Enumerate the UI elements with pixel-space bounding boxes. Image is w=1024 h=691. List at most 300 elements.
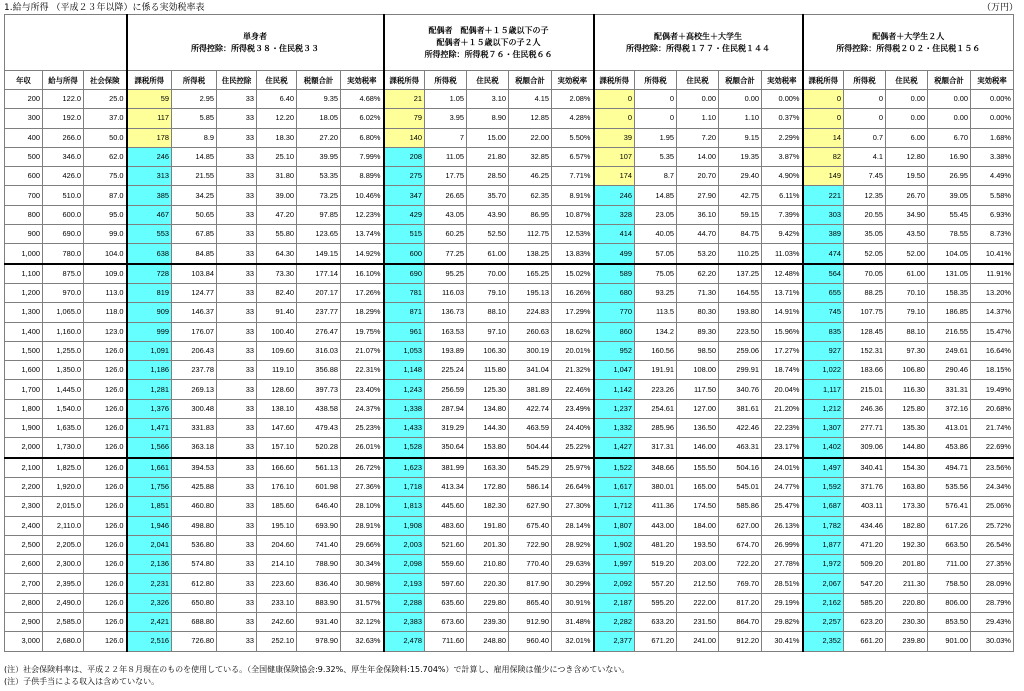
value-cell: 389 [803, 225, 844, 244]
value-cell: 131.05 [928, 264, 971, 284]
income-cell: 2,000 [5, 438, 43, 458]
value-cell: 193.80 [719, 303, 762, 322]
value-cell: 29.19% [762, 593, 803, 612]
value-cell: 1,825.0 [43, 458, 84, 478]
value-cell: 11.05 [425, 147, 467, 166]
group-deduction: 所得控除：所得税３８・住民税３３ [191, 43, 319, 53]
value-cell: 193.50 [677, 535, 719, 554]
value-cell: 82.40 [257, 283, 297, 302]
value-cell: 1,807 [594, 516, 635, 535]
value-cell: 356.88 [297, 361, 341, 380]
group-header-single [127, 15, 384, 71]
value-cell: 53.20 [677, 244, 719, 264]
value-cell: 225.24 [425, 361, 467, 380]
value-cell: 425.88 [172, 477, 217, 496]
value-cell: 237.77 [297, 303, 341, 322]
group-title: 単身者 [243, 31, 267, 41]
value-cell: 119.10 [257, 361, 297, 380]
value-cell: 24.77% [762, 477, 803, 496]
value-cell: 33 [217, 419, 257, 438]
value-cell: 222.00 [677, 593, 719, 612]
value-cell: 960.40 [509, 632, 552, 651]
value-cell: 13.74% [341, 225, 384, 244]
value-cell: 2,205.0 [43, 535, 84, 554]
value-cell: 221 [803, 186, 844, 205]
value-cell: 163.30 [467, 458, 509, 478]
value-cell: 204.60 [257, 535, 297, 554]
value-cell: 43.50 [886, 225, 928, 244]
value-cell: 1.68% [971, 128, 1014, 147]
value-cell: 1,730.0 [43, 438, 84, 458]
value-cell: 195.13 [509, 283, 552, 302]
value-cell: 1.10 [719, 109, 762, 128]
value-cell: 483.60 [425, 516, 467, 535]
value-cell: 340.41 [844, 458, 886, 478]
value-cell: 155.50 [677, 458, 719, 478]
value-cell: 23.49% [552, 399, 594, 418]
table-row [5, 399, 1014, 418]
value-cell: 117 [127, 109, 172, 128]
value-cell: 20.68% [971, 399, 1014, 418]
value-cell: 126.0 [84, 613, 127, 632]
value-cell: 165.00 [677, 477, 719, 496]
value-cell: 15.96% [762, 322, 803, 341]
value-cell: 381.61 [719, 399, 762, 418]
value-cell: 95.0 [84, 205, 127, 224]
value-cell: 33 [217, 516, 257, 535]
value-cell: 60.25 [425, 225, 467, 244]
value-cell: 1,402 [803, 438, 844, 458]
value-cell: 78.55 [928, 225, 971, 244]
value-cell: 1,091 [127, 341, 172, 360]
value-cell: 722.20 [719, 555, 762, 574]
value-cell: 0.00 [886, 109, 928, 128]
table-row [5, 205, 1014, 224]
value-cell: 34.90 [886, 205, 928, 224]
value-cell: 553 [127, 225, 172, 244]
value-cell: 5.58% [971, 186, 1014, 205]
value-cell: 576.41 [928, 497, 971, 516]
value-cell: 7 [425, 128, 467, 147]
table-row [5, 632, 1014, 651]
value-cell: 55.80 [257, 225, 297, 244]
value-cell: 411.36 [635, 497, 677, 516]
table-row [5, 283, 1014, 302]
value-cell: 2,282 [594, 613, 635, 632]
value-cell: 35.05 [844, 225, 886, 244]
value-cell: 2,003 [384, 535, 425, 554]
value-cell: 1,065.0 [43, 303, 84, 322]
value-cell: 26.13% [762, 516, 803, 535]
value-cell: 474 [803, 244, 844, 264]
value-cell: 40.05 [635, 225, 677, 244]
value-cell: 429 [384, 205, 425, 224]
value-cell: 144.80 [886, 438, 928, 458]
value-cell: 510.0 [43, 186, 84, 205]
value-cell: 165.25 [509, 264, 552, 284]
value-cell: 26.01% [341, 438, 384, 458]
value-cell: 6.70 [928, 128, 971, 147]
value-cell: 33 [217, 147, 257, 166]
value-cell: 1,617 [594, 477, 635, 496]
value-cell: 3.38% [971, 147, 1014, 166]
income-cell: 2,500 [5, 535, 43, 554]
value-cell: 1,946 [127, 516, 172, 535]
value-cell: 1,718 [384, 477, 425, 496]
group-header-highschool-college [594, 15, 803, 71]
value-cell: 1,972 [803, 555, 844, 574]
column-header: 所得税 [172, 71, 217, 90]
value-cell: 39.00 [257, 186, 297, 205]
value-cell: 1,782 [803, 516, 844, 535]
value-cell: 2,110.0 [43, 516, 84, 535]
table-row [5, 341, 1014, 360]
income-cell: 2,800 [5, 593, 43, 612]
value-cell: 33 [217, 205, 257, 224]
value-cell: 185.60 [257, 497, 297, 516]
value-cell: 21.55 [172, 167, 217, 186]
value-cell: 2,300.0 [43, 555, 84, 574]
value-cell: 24.01% [762, 458, 803, 478]
value-cell: 122.0 [43, 90, 84, 109]
value-cell: 726.80 [172, 632, 217, 651]
column-header: 住民税 [257, 71, 297, 90]
value-cell: 275 [384, 167, 425, 186]
value-cell: 633.20 [635, 613, 677, 632]
value-cell: 445.60 [425, 497, 467, 516]
value-cell: 499 [594, 244, 635, 264]
value-cell: 1,497 [803, 458, 844, 478]
value-cell: 722.90 [509, 535, 552, 554]
value-cell: 9.35 [297, 90, 341, 109]
value-cell: 9.15 [719, 128, 762, 147]
table-row [5, 167, 1014, 186]
value-cell: 59 [127, 90, 172, 109]
table-body [5, 90, 1014, 652]
value-cell: 2,092 [594, 574, 635, 593]
value-cell: 28.14% [552, 516, 594, 535]
value-cell: 1,687 [803, 497, 844, 516]
value-cell: 126.0 [84, 574, 127, 593]
value-cell: 30.29% [552, 574, 594, 593]
value-cell: 371.76 [844, 477, 886, 496]
value-cell: 12.53% [552, 225, 594, 244]
column-header: 住民税 [467, 71, 509, 90]
income-cell: 1,200 [5, 283, 43, 302]
value-cell: 266.0 [43, 128, 84, 147]
value-cell: 29.82% [762, 613, 803, 632]
value-cell: 256.59 [425, 380, 467, 399]
value-cell: 0.7 [844, 128, 886, 147]
value-cell: 22.31% [341, 361, 384, 380]
value-cell: 586.14 [509, 477, 552, 496]
value-cell: 230.30 [886, 613, 928, 632]
value-cell: 134.2 [635, 322, 677, 341]
value-cell: 20.01% [552, 341, 594, 360]
income-cell: 1,900 [5, 419, 43, 438]
value-cell: 673.60 [425, 613, 467, 632]
value-cell: 693.90 [297, 516, 341, 535]
value-cell: 1,522 [594, 458, 635, 478]
value-cell: 172.80 [467, 477, 509, 496]
value-cell: 346.0 [43, 147, 84, 166]
value-cell: 128.60 [257, 380, 297, 399]
value-cell: 1,186 [127, 361, 172, 380]
value-cell: 7.39% [762, 205, 803, 224]
value-cell: 780.0 [43, 244, 84, 264]
value-cell: 341.04 [509, 361, 552, 380]
value-cell: 2.95 [172, 90, 217, 109]
value-cell: 27.36% [341, 477, 384, 496]
value-cell: 21.74% [971, 419, 1014, 438]
value-cell: 394.53 [172, 458, 217, 478]
value-cell: 0.00% [971, 109, 1014, 128]
value-cell: 309.06 [844, 438, 886, 458]
value-cell: 15.00 [467, 128, 509, 147]
value-cell: 806.00 [928, 593, 971, 612]
value-cell: 229.80 [467, 593, 509, 612]
value-cell: 299.91 [719, 361, 762, 380]
value-cell: 2.29% [762, 128, 803, 147]
value-cell: 33 [217, 283, 257, 302]
table-row [5, 303, 1014, 322]
column-header: 住民控除 [217, 71, 257, 90]
value-cell: 27.35% [971, 555, 1014, 574]
unit-label: （万円） [981, 3, 1018, 13]
value-cell: 104.05 [928, 244, 971, 264]
income-cell: 800 [5, 205, 43, 224]
value-cell: 33 [217, 264, 257, 284]
value-cell: 62.35 [509, 186, 552, 205]
value-cell: 2,015.0 [43, 497, 84, 516]
value-cell: 463.59 [509, 419, 552, 438]
value-cell: 50.65 [172, 205, 217, 224]
value-cell: 2,421 [127, 613, 172, 632]
value-cell: 163.80 [886, 477, 928, 496]
value-cell: 18.29% [341, 303, 384, 322]
value-cell: 883.90 [297, 593, 341, 612]
value-cell: 561.13 [297, 458, 341, 478]
value-cell: 166.60 [257, 458, 297, 478]
value-cell: 0 [594, 90, 635, 109]
value-cell: 1,908 [384, 516, 425, 535]
value-cell: 0 [594, 109, 635, 128]
value-cell: 29.40 [719, 167, 762, 186]
value-cell: 422.74 [509, 399, 552, 418]
value-cell: 300.48 [172, 399, 217, 418]
value-cell: 160.56 [635, 341, 677, 360]
note-2: (注）子供手当による収入は含めていない。 [4, 677, 160, 686]
value-cell: 97.10 [467, 322, 509, 341]
value-cell: 381.89 [509, 380, 552, 399]
value-cell: 246 [594, 186, 635, 205]
value-cell: 24.40% [552, 419, 594, 438]
value-cell: 212.50 [677, 574, 719, 593]
value-cell: 545.01 [719, 477, 762, 496]
value-cell: 126.0 [84, 477, 127, 496]
value-cell: 75.05 [635, 264, 677, 284]
value-cell: 10.87% [552, 205, 594, 224]
value-cell: 28.92% [552, 535, 594, 554]
value-cell: 0.00 [928, 109, 971, 128]
value-cell: 79.10 [886, 303, 928, 322]
value-cell: 1,851 [127, 497, 172, 516]
value-cell: 2,383 [384, 613, 425, 632]
value-cell: 146.00 [677, 438, 719, 458]
value-cell: 1,307 [803, 419, 844, 438]
value-cell: 37.0 [84, 109, 127, 128]
value-cell: 25.06% [971, 497, 1014, 516]
value-cell: 595.20 [635, 593, 677, 612]
value-cell: 3.95 [425, 109, 467, 128]
value-cell: 2,098 [384, 555, 425, 574]
value-cell: 4.90% [762, 167, 803, 186]
value-cell: 7.99% [341, 147, 384, 166]
value-cell: 109.60 [257, 341, 297, 360]
income-cell: 900 [5, 225, 43, 244]
value-cell: 138.10 [257, 399, 297, 418]
value-cell: 164.55 [719, 283, 762, 302]
value-cell: 745 [803, 303, 844, 322]
value-cell: 545.29 [509, 458, 552, 478]
value-cell: 2,231 [127, 574, 172, 593]
value-cell: 203.00 [677, 555, 719, 574]
group-title: 配偶者＋大学生２人 [872, 31, 945, 41]
value-cell: 909 [127, 303, 172, 322]
column-header: 税額合計 [928, 71, 971, 90]
value-cell: 246.36 [844, 399, 886, 418]
value-cell: 1,281 [127, 380, 172, 399]
table-row [5, 593, 1014, 612]
value-cell: 675.40 [509, 516, 552, 535]
value-cell: 182.30 [467, 497, 509, 516]
value-cell: 14.85 [635, 186, 677, 205]
value-cell: 9.42% [762, 225, 803, 244]
value-cell: 627.00 [719, 516, 762, 535]
value-cell: 89.30 [677, 322, 719, 341]
value-cell: 21.20% [762, 399, 803, 418]
value-cell: 17.29% [552, 303, 594, 322]
income-cell: 1,100 [5, 264, 43, 284]
value-cell: 248.80 [467, 632, 509, 651]
column-header: 住民税 [886, 71, 928, 90]
value-cell: 23.56% [971, 458, 1014, 478]
value-cell: 438.58 [297, 399, 341, 418]
value-cell: 650.80 [172, 593, 217, 612]
value-cell: 126.0 [84, 516, 127, 535]
value-cell: 33 [217, 477, 257, 496]
value-cell: 106.80 [886, 361, 928, 380]
value-cell: 173.30 [886, 497, 928, 516]
value-cell: 597.60 [425, 574, 467, 593]
value-cell: 126.0 [84, 555, 127, 574]
value-cell: 875.0 [43, 264, 84, 284]
value-cell: 7.20 [677, 128, 719, 147]
value-cell: 33 [217, 458, 257, 478]
column-header-row [5, 71, 1014, 90]
value-cell: 33 [217, 399, 257, 418]
value-cell: 43.05 [425, 205, 467, 224]
value-cell: 4.68% [341, 90, 384, 109]
value-cell: 233.10 [257, 593, 297, 612]
value-cell: 104.0 [84, 244, 127, 264]
value-cell: 107 [594, 147, 635, 166]
value-cell: 32.85 [509, 147, 552, 166]
table-row [5, 90, 1014, 109]
table-row [5, 361, 1014, 380]
income-cell: 1,600 [5, 361, 43, 380]
value-cell: 28.50 [467, 167, 509, 186]
column-header: 課税所得 [803, 71, 844, 90]
value-cell: 585.20 [844, 593, 886, 612]
value-cell: 0 [635, 109, 677, 128]
value-cell: 15.47% [971, 322, 1014, 341]
value-cell: 2,257 [803, 613, 844, 632]
value-cell: 871 [384, 303, 425, 322]
value-cell: 788.90 [297, 555, 341, 574]
value-cell: 108.00 [677, 361, 719, 380]
value-cell: 47.20 [257, 205, 297, 224]
value-cell: 443.00 [635, 516, 677, 535]
value-cell: 21.80 [467, 147, 509, 166]
value-cell: 79 [384, 109, 425, 128]
value-cell: 29.63% [552, 555, 594, 574]
value-cell: 33 [217, 632, 257, 651]
value-cell: 3.87% [762, 147, 803, 166]
value-cell: 18.74% [762, 361, 803, 380]
value-cell: 14.91% [762, 303, 803, 322]
value-cell: 1,022 [803, 361, 844, 380]
value-cell: 1.95 [635, 128, 677, 147]
income-cell: 1,700 [5, 380, 43, 399]
income-cell: 1,800 [5, 399, 43, 418]
value-cell: 8.73% [971, 225, 1014, 244]
value-cell: 50.0 [84, 128, 127, 147]
value-cell: 33 [217, 244, 257, 264]
value-cell: 347 [384, 186, 425, 205]
table-row [5, 128, 1014, 147]
column-header: 実効税率 [971, 71, 1014, 90]
value-cell: 191.91 [635, 361, 677, 380]
value-cell: 6.57% [552, 147, 594, 166]
value-cell: 2,162 [803, 593, 844, 612]
income-cell: 2,700 [5, 574, 43, 593]
value-cell: 22.69% [971, 438, 1014, 458]
value-cell: 123.0 [84, 322, 127, 341]
value-cell: 27.30% [552, 497, 594, 516]
value-cell: 79.10 [467, 283, 509, 302]
value-cell: 163.53 [425, 322, 467, 341]
value-cell: 20.55 [844, 205, 886, 224]
value-cell: 559.60 [425, 555, 467, 574]
value-cell: 87.0 [84, 186, 127, 205]
value-cell: 0.00 [677, 90, 719, 109]
value-cell: 1,445.0 [43, 380, 84, 399]
value-cell: 2,490.0 [43, 593, 84, 612]
value-cell: 115.80 [467, 361, 509, 380]
income-cell: 700 [5, 186, 43, 205]
value-cell: 252.10 [257, 632, 297, 651]
value-cell: 33 [217, 593, 257, 612]
value-cell: 1,920.0 [43, 477, 84, 496]
value-cell: 434.46 [844, 516, 886, 535]
value-cell: 29.66% [341, 535, 384, 554]
value-cell: 5.50% [552, 128, 594, 147]
value-cell: 223.60 [257, 574, 297, 593]
value-cell: 363.18 [172, 438, 217, 458]
value-cell: 260.63 [509, 322, 552, 341]
value-cell: 239.30 [467, 613, 509, 632]
